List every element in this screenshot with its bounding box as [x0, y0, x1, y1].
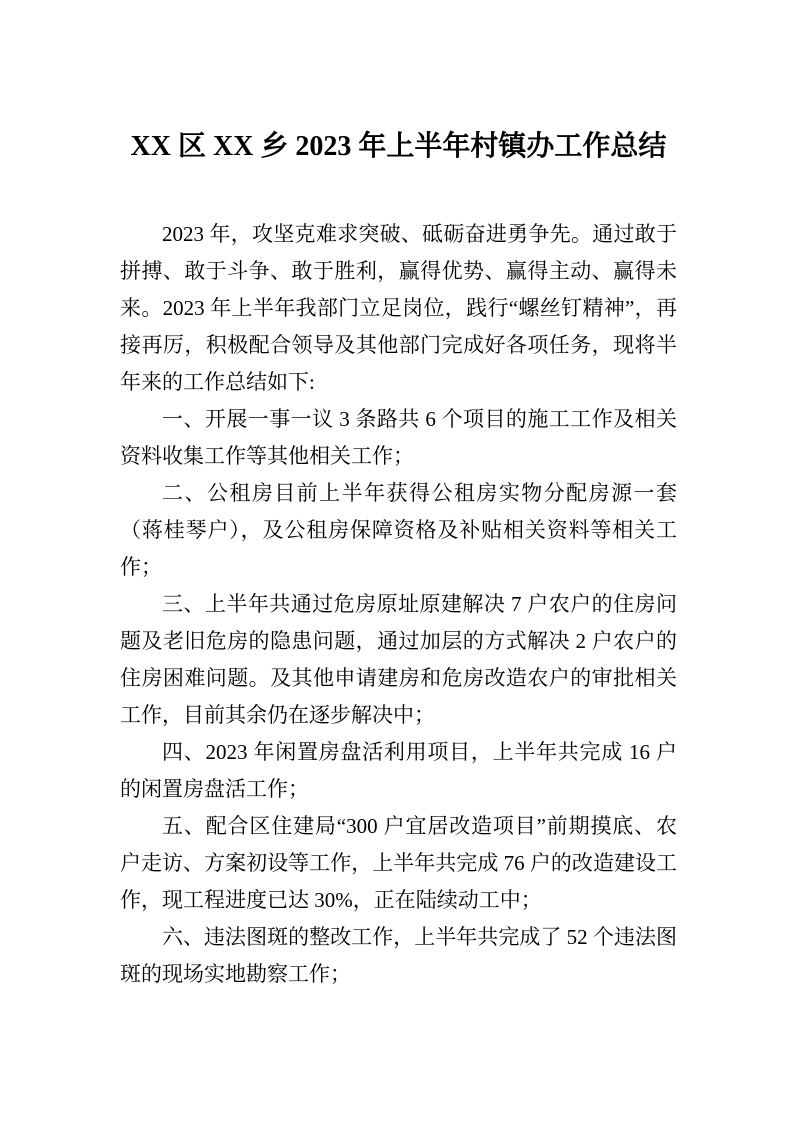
- paragraph-item-4: 四、2023 年闲置房盘活利用项目，上半年共完成 16 户的闲置房盘活工作；: [120, 740, 677, 801]
- paragraph-item-2: 二、公租房目前上半年获得公租房实物分配房源一套（蒋桂琴户），及公租房保障资格及补贴相关资料等相关工作；: [120, 481, 677, 579]
- paragraph-item-3: 三、上半年共通过危房原址原建解决 7 户农户的住房问题及老旧危房的隐患问题，通过加层的方式解决 2 户农户的住房困难问题。及其他申请建房和危房改造农户的审批相关工作，目前其余仍在逐步解决中；: [120, 592, 677, 727]
- paragraph-item-1: 一、开展一事一议 3 条路共 6 个项目的施工工作及相关资料收集工作等其他相关工作；: [120, 407, 677, 468]
- paragraph-item-5: 五、配合区住建局“300 户宜居改造项目”前期摸底、农户走访、方案初设等工作，上半年共完成 76 户的改造建设工作，现工程进度已达 30%，正在陆续动工中；: [120, 814, 677, 912]
- document-body: [120, 216, 677, 993]
- paragraph-intro: 2023 年，攻坚克难求突破、砥砺奋进勇争先。通过敢于拼搏、敢于斗争、敢于胜利，赢得优势、赢得主动、赢得未来。2023 年上半年我部门立足岗位，践行“螺丝钉精神”，再接再厉，积极配合领导及其他部门完成好各项任务，现将半年来的工作总结如下:: [120, 222, 677, 394]
- document-title: XX 区 XX 乡 2023 年上半年村镇办工作总结: [130, 131, 667, 162]
- paragraph-item-6: 六、违法图斑的整改工作，上半年共完成了 52 个违法图斑的现场实地勘察工作；: [120, 925, 677, 986]
